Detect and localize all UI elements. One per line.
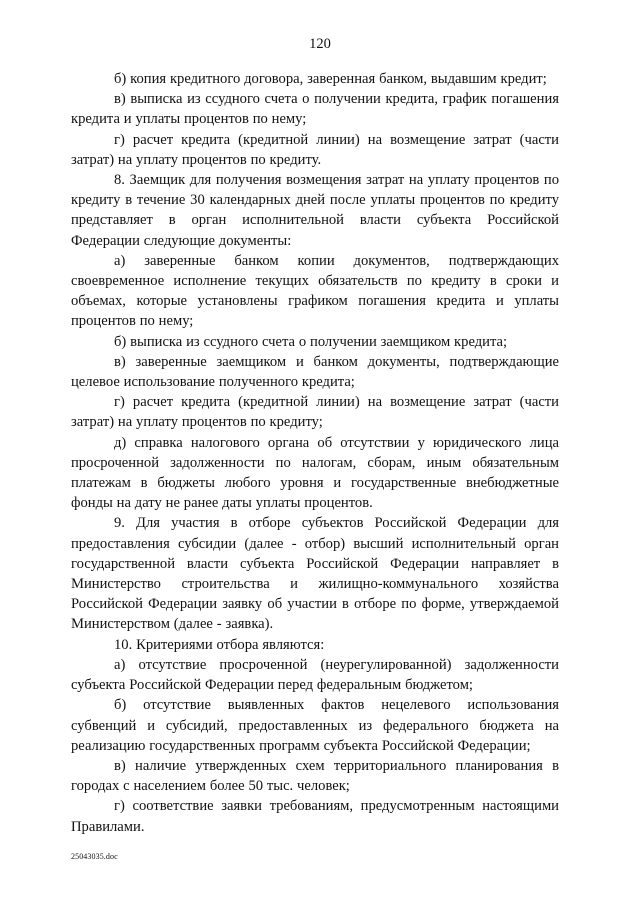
paragraph-6b-loan-agreement-copy: б) копия кредитного договора, заверенная банком, выдавшим кредит; [114, 71, 547, 87]
paragraph-8-borrower-documents: 8. Заемщик для получения возмещения затрат на уплату процентов по кредиту в течение 30 календарных дней после уплаты процентов по кредиту представляет в орган исполнительной власти субъекта Российской Федерации следующие документы: [71, 172, 559, 249]
page-number: 120 [309, 36, 331, 52]
paragraph-10v-planning-schemes: в) наличие утвержденных схем территориального планирования в городах с населением более 50 тыс. человек; [71, 757, 559, 795]
paragraph-8v-target-use-documents: в) заверенные заемщиком и банком документы, подтверждающие целевое использование полученного кредита; [71, 353, 559, 391]
paragraph-8g-loan-calculation: г) расчет кредита (кредитной линии) на возмещение затрат (части затрат) на уплату процентов по кредиту; [71, 394, 559, 431]
document-footer-filename: 25043035.doc [71, 852, 118, 861]
paragraph-10a-no-debt: а) отсутствие просроченной (неурегулированной) задолженности субъекта Российской Федерации перед федеральным бюджетом; [71, 656, 559, 694]
paragraph-10b-no-misuse: б) отсутствие выявленных фактов нецелевого использования субвенций и субсидий, предоставленных из федерального бюджета на реализацию государственных программ субъекта Российской Федерации; [71, 697, 559, 754]
paragraph-9-selection-application: 9. Для участия в отборе субъектов Российской Федерации для предоставления субсидии (далее - отбор) высший исполнительный орган государственной власти субъекта Российской Федерации направляет в Министерство строительства и жилищно-коммунального хозяйства Российской Федерации заявку об участии в отборе по форме, утверждаемой Министерством (далее - заявка). [71, 515, 559, 633]
paragraph-10-selection-criteria: 10. Критериями отбора являются: [114, 636, 325, 653]
paragraph-8a-certified-copies: а) заверенные банком копии документов, подтверждающих своевременное исполнение текущих обязательств по кредиту в сроки и объемах, которые установлены графиком погашения кредита и уплаты процентов по нему; [71, 252, 559, 330]
paragraph-6g-loan-calculation: г) расчет кредита (кредитной линии) на возмещение затрат (части затрат) на уплату процентов по кредиту. [71, 131, 559, 168]
paragraph-10g-rules-compliance: г) соответствие заявки требованиям, предусмотренным настоящими Правилами. [71, 798, 559, 835]
document-body [71, 69, 559, 837]
paragraph-8b-account-statement: б) выписка из ссудного счета о получении заемщиком кредита; [114, 333, 508, 350]
paragraph-6v-loan-account-statement: в) выписка из ссудного счета о получении кредита, график погашения кредита и уплаты процентов по нему; [71, 91, 559, 128]
paragraph-8d-tax-certificate: д) справка налогового органа об отсутствии у юридического лица просроченной задолженности по налогам, сборам, иным обязательным платежам в бюджеты любого уровня и государственные внебюджетные фонды на дату не ранее даты уплаты процентов. [71, 434, 559, 512]
